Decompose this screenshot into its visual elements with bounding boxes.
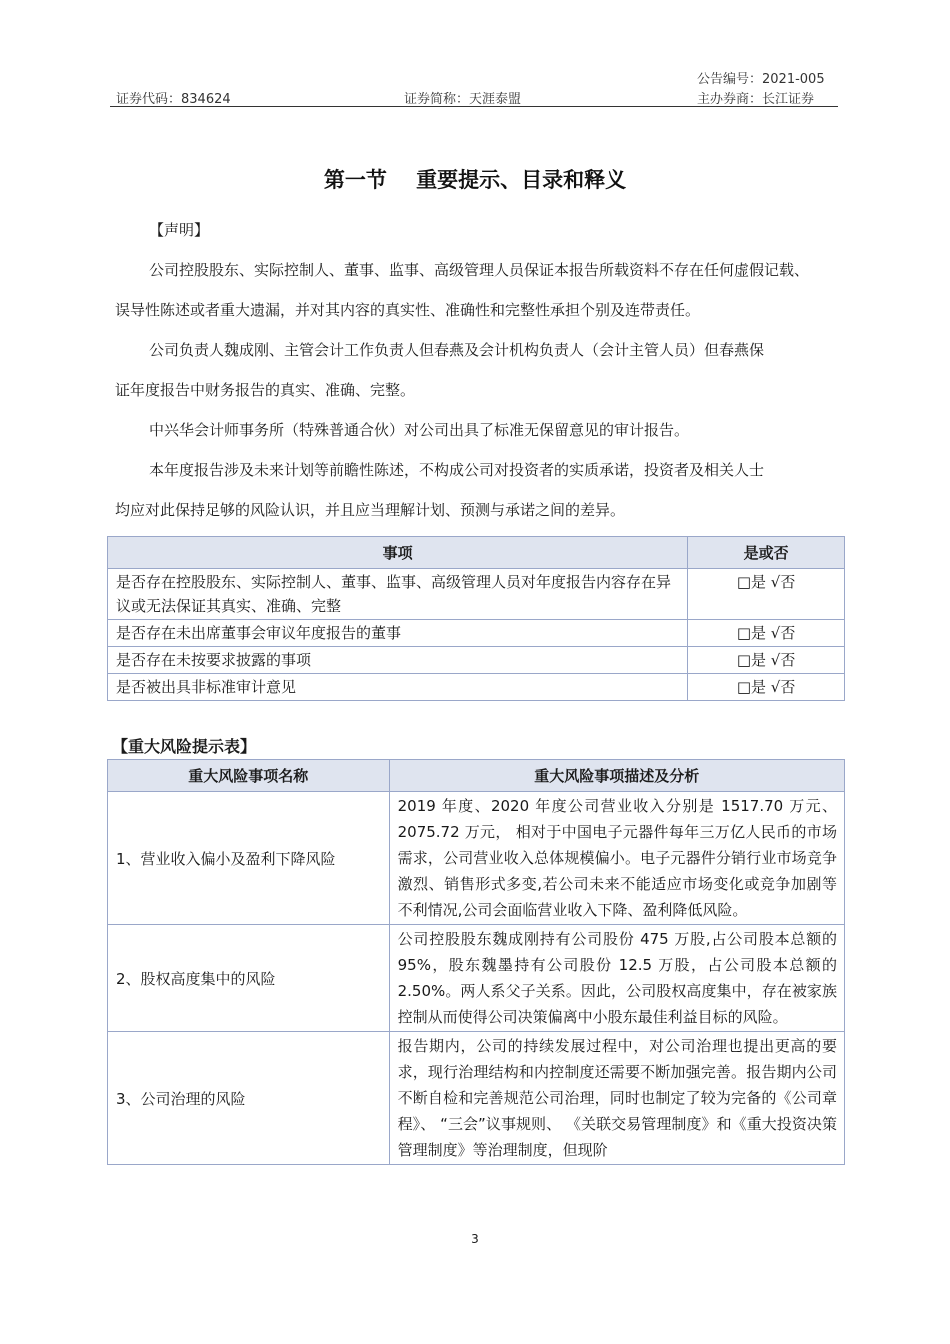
statement-line: 本年度报告涉及未来计划等前瞻性陈述，不构成公司对投资者的实质承诺，投资者及相关人士	[149, 461, 765, 479]
statement-line: 误导性陈述或者重大遗漏，并对其内容的真实性、准确性和完整性承担个别及连带责任。	[115, 301, 701, 319]
col-header-item: 事项	[108, 537, 688, 569]
table-row	[108, 569, 845, 620]
matter-answer: □是 √否	[688, 569, 845, 620]
risk-name: 3、公司治理的风险	[108, 1032, 390, 1165]
sponsor: 主办券商：长江证券	[697, 92, 815, 107]
page-number: 3	[471, 1232, 479, 1246]
risk-table	[107, 759, 845, 1165]
matter-answer: □是 √否	[688, 647, 845, 674]
risk-section-title: 【重大风险提示表】	[112, 737, 257, 756]
statement-line: 中兴华会计师事务所（特殊普通合伙）对公司出具了标准无保留意见的审计报告。	[149, 421, 690, 439]
matters-table-header	[108, 537, 845, 569]
table-row	[108, 620, 845, 647]
table-row	[108, 925, 845, 1032]
statement-label-text: 【声明】	[149, 221, 210, 239]
matter-answer: □是 √否	[688, 620, 845, 647]
risk-name: 1、营业收入偏小及盈利下降风险	[108, 792, 390, 925]
risk-table-header	[108, 760, 845, 792]
matter-item: 是否存在控股股东、实际控制人、董事、监事、高级管理人员对年度报告内容存在异议或无法保证其真实、准确、完整	[108, 569, 688, 620]
risk-desc: 2019 年度、2020 年度公司营业收入分别是 1517.70 万元、2075.72 万元， 相对于中国电子元器件每年三万亿人民币的市场需求，公司营业收入总体规模偏小。电子元器件分销行业市场竞争激烈、销售形式多变,若公司未来不能适应市场变化或竞争加剧等不利情况,公司会面临营业收入下降、盈利降低风险。	[389, 792, 844, 925]
stock-name: 证券简称：天涯泰盟	[404, 92, 522, 107]
col-header-risk-desc: 重大风险事项描述及分析	[389, 760, 844, 792]
matter-item: 是否存在未出席董事会审议年度报告的董事	[108, 620, 688, 647]
risk-desc: 公司控股股东魏成刚持有公司股份 475 万股,占公司股本总额的 95%，股东魏墨持有公司股份 12.5 万股，占公司股本总额的 2.50%。两人系父子关系。因此，公司股权高度集中，存在被家族控制从而使得公司决策偏离中小股东最佳利益目标的风险。	[389, 925, 844, 1032]
announcement-number: 公告编号：2021-005	[697, 72, 825, 87]
statement-line: 证年度报告中财务报告的真实、准确、完整。	[115, 381, 416, 399]
table-row	[108, 1032, 845, 1165]
statement-body	[115, 250, 845, 530]
table-row	[108, 647, 845, 674]
risk-name: 2、股权高度集中的风险	[108, 925, 390, 1032]
table-row	[108, 792, 845, 925]
col-header-answer: 是或否	[688, 537, 845, 569]
statement-line: 均应对此保持足够的风险认识，并且应当理解计划、预测与承诺之间的差异。	[115, 501, 626, 519]
risk-desc: 报告期内，公司的持续发展过程中，对公司治理也提出更高的要求，现行治理结构和内控制度还需要不断加强完善。报告期内公司不断自检和完善规范公司治理，同时也制定了较为完备的《公司章程》、 “三会”议事规则、 《关联交易管理制度》和《重大投资决策管理制度》等治理制度，但现阶	[389, 1032, 844, 1165]
matter-item: 是否存在未按要求披露的事项	[108, 647, 688, 674]
section-title: 第一节 重要提示、目录和释义	[323, 168, 627, 192]
statement-line: 公司控股股东、实际控制人、董事、监事、高级管理人员保证本报告所载资料不存在任何虚假记载、	[149, 261, 810, 279]
table-row	[108, 674, 845, 701]
stock-code: 证券代码：834624	[116, 92, 231, 107]
matter-answer: □是 √否	[688, 674, 845, 701]
statement-line: 公司负责人魏成刚、主管会计工作负责人但春燕及会计机构负责人（会计主管人员）但春燕保	[149, 341, 765, 359]
statement-label	[115, 210, 845, 250]
header-divider	[110, 106, 838, 107]
matter-item: 是否被出具非标准审计意见	[108, 674, 688, 701]
matters-table	[107, 536, 845, 701]
col-header-risk-name: 重大风险事项名称	[108, 760, 390, 792]
